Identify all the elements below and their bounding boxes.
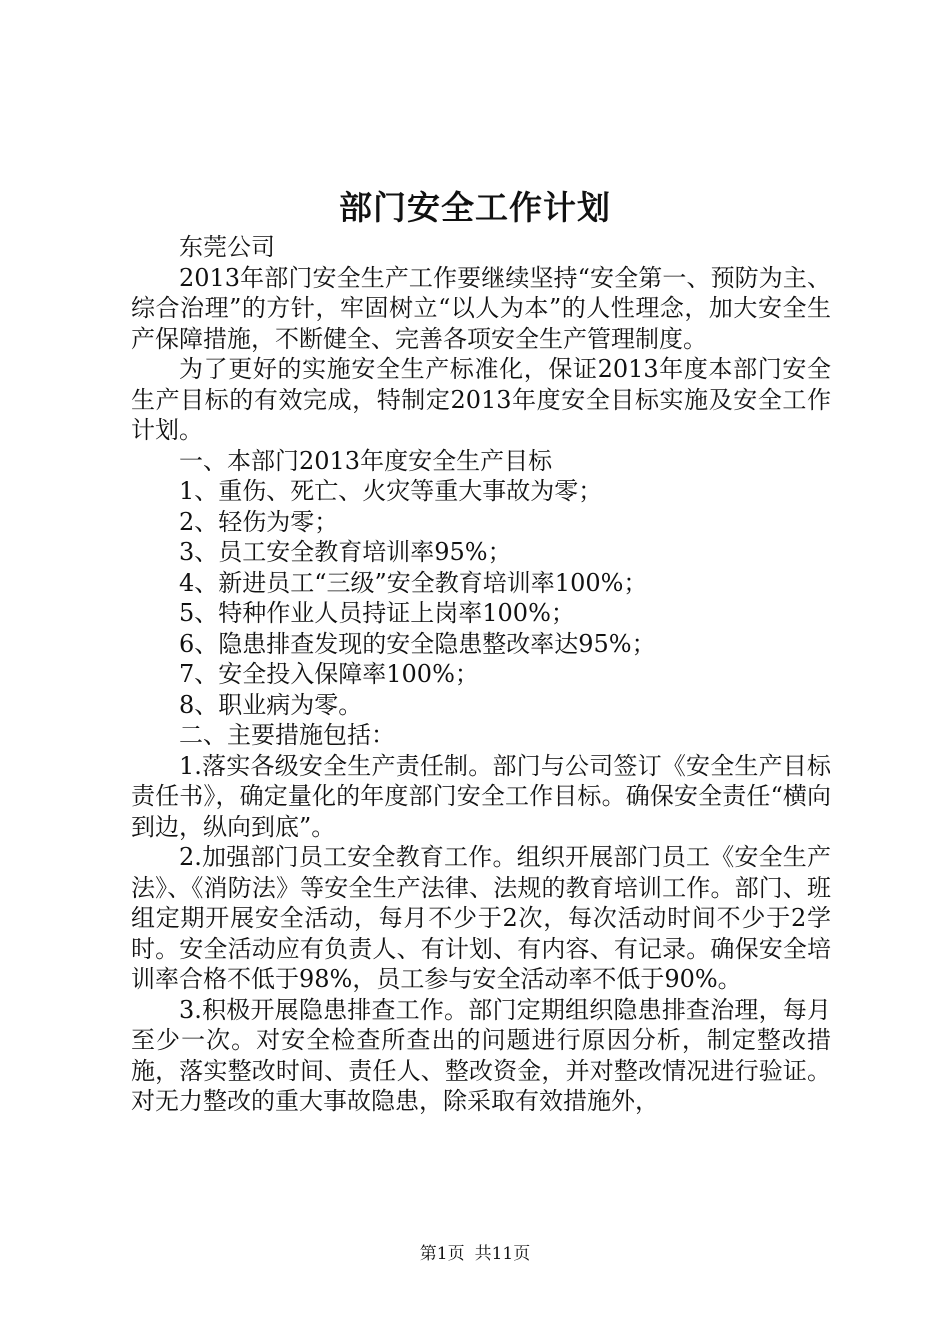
goal-item: 6、隐患排查发现的安全隐患整改率达95%； <box>179 629 656 658</box>
section-heading-goals: 一、本部门2013年度安全生产目标 <box>179 446 553 475</box>
page-footer <box>0 1242 950 1266</box>
measure-item: 1.落实各级安全生产责任制。部门与公司签订《安全生产目标责任书》，确定量化的年度部门安全工作目标。确保安全责任“横向到边，纵向到底”。 <box>131 751 831 841</box>
goal-item: 4、新进员工“三级”安全教育培训率100%； <box>179 568 648 597</box>
page-number: 第1页 <box>419 1244 465 1264</box>
measure-item: 3.积极开展隐患排查工作。部门定期组织隐患排查治理，每月至少一次。对安全检查所查出的问题进行原因分析，制定整改措施，落实整改时间、责任人、整改资金，并对整改情况进行验证。对无力整改的重大事故隐患，除采取有效措施外， <box>131 995 831 1115</box>
document-title: 部门安全工作计划 <box>339 188 611 227</box>
paragraph-intro: 2013年部门安全生产工作要继续坚持“安全第一、预防为主、综合治理”的方针，牢固树立“以人为本”的人性理念，加大安全生产保障措施，不断健全、完善各项安全生产管理制度。 <box>131 263 831 353</box>
measure-item: 2.加强部门员工安全教育工作。组织开展部门员工《安全生产法》、《消防法》等安全生产法律、法规的教育培训工作。部门、班组定期开展安全活动，每月不少于2次，每次活动时间不少于2学时。安全活动应有负责人、有计划、有内容、有记录。确保安全培训率合格不低于98%，员工参与安全活动率不低于90%。 <box>131 843 831 993</box>
goal-item: 3、员工安全教育培训率95%； <box>179 538 512 566</box>
paragraph-purpose: 为了更好的实施安全生产标准化，保证2013年度本部门安全生产目标的有效完成，特制定2013年度安全目标实施及安全工作计划。 <box>131 355 831 444</box>
goal-item: 7、安全投入保障率100%； <box>179 660 479 688</box>
goal-item: 8、职业病为零。 <box>179 690 363 719</box>
goal-item: 1、重伤、死亡、火灾等重大事故为零； <box>179 477 603 505</box>
page-total: 共11页 <box>474 1244 531 1264</box>
goal-item: 2、轻伤为零； <box>179 507 339 536</box>
goal-item: 5、特种作业人员持证上岗率100%； <box>179 599 575 627</box>
paragraph-company: 东莞公司 <box>179 233 275 261</box>
section-heading-measures: 二、主要措施包括： <box>179 721 395 749</box>
document-body <box>131 232 831 1117</box>
